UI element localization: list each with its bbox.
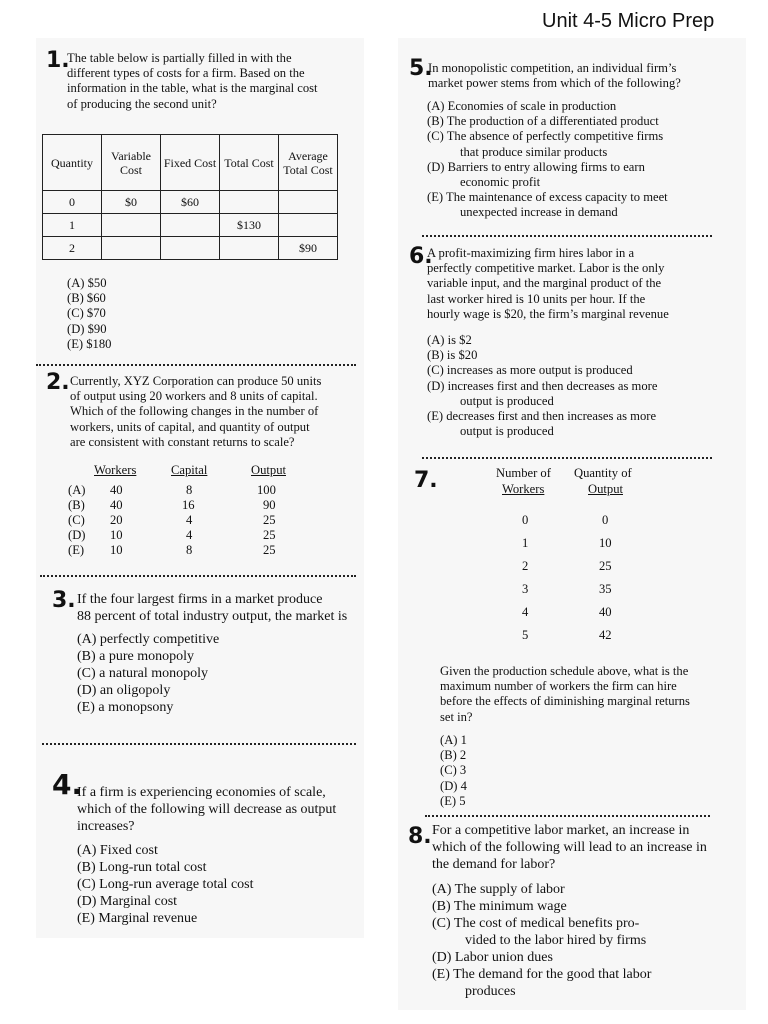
cell: 0	[522, 513, 529, 527]
divider	[36, 364, 356, 366]
cell: 2	[522, 559, 529, 573]
table-row: 2 $90	[43, 237, 338, 260]
option-continuation: economic profit	[460, 175, 541, 190]
option[interactable]: (C) The absence of perfectly competitive firms	[427, 129, 664, 144]
cell: 20	[110, 513, 123, 527]
divider	[42, 743, 356, 745]
option[interactable]: (C) increases as more output is produced	[427, 363, 633, 378]
question-4-text: If a firm is experiencing economies of scale, which of the following will decrease as output increases?	[77, 785, 337, 834]
column-header: Number of	[496, 466, 551, 480]
option[interactable]: (D) Marginal cost	[77, 894, 178, 909]
column-header: Quantity of	[574, 466, 632, 480]
option[interactable]: (A) The supply of labor	[432, 882, 565, 897]
option[interactable]: (A) is $2	[427, 333, 472, 347]
option-continuation: output is produced	[460, 393, 554, 408]
option[interactable]: (E)	[68, 543, 85, 557]
column-header: Capital	[171, 463, 208, 477]
question-5-text: In monopolistic competition, an individual firm’s market power stems from which of the following?	[428, 61, 681, 91]
question-number-4: 4.	[52, 768, 83, 801]
option[interactable]: (B) The production of a differentiated product	[427, 114, 659, 129]
cell: 8	[186, 483, 193, 497]
cell: 40	[110, 498, 123, 512]
cell: 16	[182, 498, 195, 512]
option[interactable]: (B) 2	[440, 748, 467, 763]
cell: 4	[186, 513, 193, 527]
column-header: Output	[588, 482, 623, 496]
question-number-2: 2.	[46, 370, 70, 395]
question-3-options	[77, 631, 219, 716]
option[interactable]: (B) is $20	[427, 348, 478, 363]
table-row: 0 $0 $60	[43, 191, 338, 214]
cell: 3	[522, 582, 529, 596]
option[interactable]: (C) Long-run average total cost	[77, 877, 254, 892]
question-7-text: Given the production schedule above, what is the maximum number of workers the firm can hire before the effects of diminishing marginal returns set in?	[440, 664, 690, 724]
option[interactable]: (E) decreases first and then increases as more	[427, 409, 657, 424]
cell: 4	[522, 605, 529, 619]
cell: 25	[263, 528, 276, 542]
option[interactable]: (C) a natural monopoly	[77, 666, 209, 681]
cell: 25	[263, 513, 276, 527]
table-header: Total Cost	[220, 135, 279, 191]
page-title: Unit 4-5 Micro Prep	[542, 10, 715, 32]
cell: 10	[110, 528, 123, 542]
option[interactable]: (C)	[68, 513, 85, 527]
option[interactable]: (D) Barriers to entry allowing firms to earn	[427, 159, 645, 174]
question-8-text: For a competitive labor market, an increase in which of the following will lead to an increase in the demand for labor?	[432, 823, 707, 872]
option[interactable]: (C) $70	[67, 306, 106, 321]
option[interactable]: (A)	[68, 483, 86, 497]
option[interactable]: (E) The maintenance of excess capacity to meet	[427, 190, 668, 205]
option[interactable]: (A) Fixed cost	[77, 843, 158, 858]
question-number-8: 8.	[408, 824, 432, 849]
column-header: Output	[251, 463, 286, 477]
question-2-text: Currently, XYZ Corporation can produce 50 units of output using 20 workers and 8 units of capital. Which of the following changes in the number of workers, units of capital, and quantity of output are consistent with constant returns to scale?	[70, 374, 322, 449]
option[interactable]: (B) Long-run total cost	[77, 860, 207, 875]
cell: 10	[599, 536, 612, 550]
option[interactable]: (D) an oligopoly	[77, 683, 171, 698]
option-continuation: output is produced	[460, 424, 554, 439]
cell: 40	[110, 483, 123, 497]
cell: 25	[263, 543, 276, 557]
table-header: Variable Cost	[102, 135, 161, 191]
option[interactable]: (E) 5	[440, 793, 466, 808]
question-3-text: If the four largest firms in a market produce 88 percent of total industry output, the market is	[77, 592, 348, 624]
option[interactable]: (E) a monopsony	[77, 700, 174, 715]
table-row: 1 $130	[43, 214, 338, 237]
option[interactable]: (B) a pure monopoly	[77, 649, 195, 664]
option[interactable]: (E) $180	[67, 336, 112, 351]
divider	[40, 575, 356, 577]
question-1-options	[67, 276, 111, 352]
cost-table	[42, 134, 338, 260]
column-header: Workers	[502, 482, 545, 496]
option[interactable]: (C) The cost of medical benefits pro-	[432, 916, 640, 931]
table-header: Quantity	[43, 135, 102, 191]
question-6-options	[427, 333, 657, 439]
option[interactable]: (B) The minimum wage	[432, 899, 567, 914]
question-number-3: 3.	[52, 588, 76, 613]
question-number-5: 5.	[409, 56, 433, 81]
divider	[422, 457, 712, 459]
option[interactable]: (A) perfectly competitive	[77, 632, 220, 647]
option[interactable]: (D) 4	[440, 778, 467, 793]
question-2-table	[68, 463, 348, 563]
option[interactable]: (B)	[68, 498, 85, 512]
cell: 4	[186, 528, 193, 542]
question-1-text: The table below is partially filled in with the different types of costs for a firm. Based on the information in the table, what is the marginal cost of producing the second unit?	[67, 51, 318, 111]
option[interactable]: (A) Economies of scale in production	[427, 99, 617, 113]
table-header: Average Total Cost	[279, 135, 338, 191]
question-4-options	[77, 842, 254, 927]
question-number-6: 6.	[409, 244, 433, 269]
question-7-options	[440, 733, 467, 809]
production-table	[494, 466, 654, 646]
cell: 100	[257, 483, 276, 497]
question-6-text: A profit-maximizing firm hires labor in a perfectly competitive market. Labor is the only variable input, and the marginal product of the last worker hired is 10 units per hour. If the hourly wage is $20, the firm’s marginal revenue	[427, 246, 669, 321]
cell: 5	[522, 628, 529, 642]
cell: 40	[599, 605, 612, 619]
cell: 35	[599, 582, 612, 596]
option-continuation: that produce similar products	[460, 144, 608, 159]
question-number-1: 1.	[46, 48, 70, 73]
table-header: Fixed Cost	[161, 135, 220, 191]
cell: 0	[602, 513, 609, 527]
option[interactable]: (D) $90	[67, 321, 107, 336]
option[interactable]: (E) Marginal revenue	[77, 911, 198, 926]
option-continuation: unexpected increase in demand	[460, 205, 618, 220]
option[interactable]: (A) $50	[67, 276, 107, 290]
option[interactable]: (A) 1	[440, 733, 467, 747]
option[interactable]: (B) $60	[67, 291, 106, 306]
question-5-options	[427, 99, 668, 221]
option[interactable]: (D) increases first and then decreases as more	[427, 378, 658, 393]
cell: 1	[522, 536, 529, 550]
cell: 90	[263, 498, 276, 512]
cell: 42	[599, 628, 612, 642]
option[interactable]: (D)	[68, 528, 86, 542]
question-number-7: 7.	[414, 468, 438, 493]
divider	[422, 235, 712, 237]
option-continuation: vided to the labor hired by firms	[465, 933, 647, 948]
option[interactable]: (C) 3	[440, 763, 467, 778]
option[interactable]: (D) Labor union dues	[432, 950, 553, 965]
question-8-options	[432, 881, 651, 1000]
option-continuation: produces	[465, 984, 516, 999]
option[interactable]: (E) The demand for the good that labor	[432, 967, 652, 982]
cell: 8	[186, 543, 193, 557]
divider	[425, 815, 710, 817]
column-header: Workers	[94, 463, 137, 477]
cell: 10	[110, 543, 123, 557]
cell: 25	[599, 559, 612, 573]
